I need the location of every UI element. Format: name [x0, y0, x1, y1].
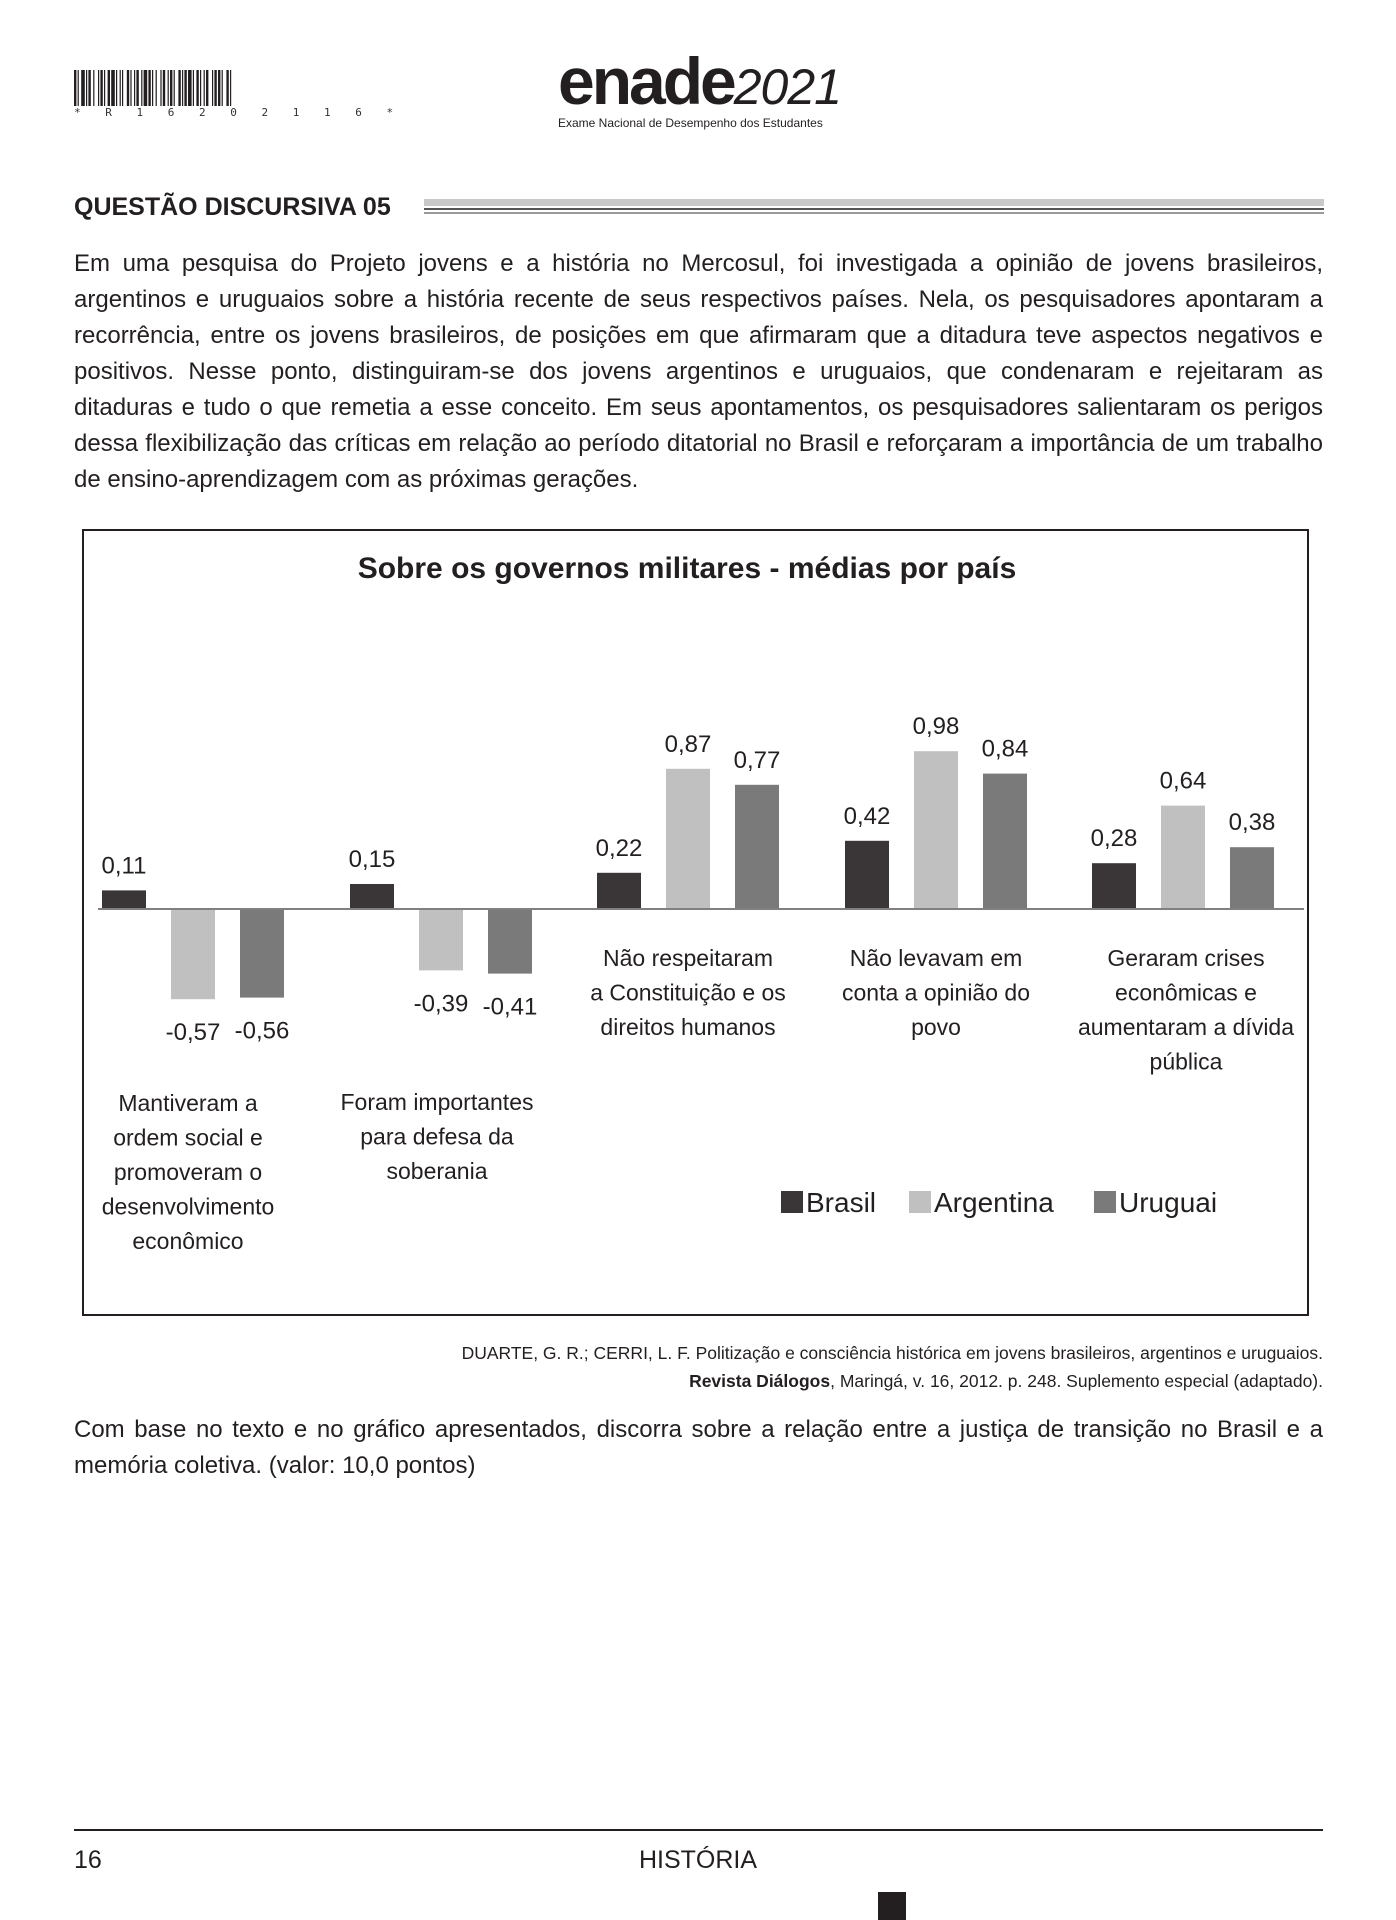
category-label-line: Foram importantes — [340, 1089, 534, 1115]
logo-word: enade — [558, 44, 734, 118]
category-label-line: promoveram o — [113, 1159, 263, 1185]
category-label-5 — [1078, 945, 1294, 1075]
barcode-bar — [148, 70, 150, 106]
category-label-line: conta a opinião do — [842, 979, 1030, 1006]
data-label: -0,57 — [165, 1019, 221, 1047]
question-prompt: Com base no texto e no gráfico apresentados, discorra sobre a relação entre a justiça de transição no Brasil e a memória coletiva. (valor: 10,0 pontos) — [74, 1416, 1323, 1479]
barcode-bar — [163, 70, 165, 106]
legend-label-brasil: Brasil — [806, 1187, 877, 1218]
legend-label-argentina: Argentina — [934, 1187, 1054, 1218]
chart-frame — [82, 529, 1309, 1316]
footer-subject: HISTÓRIA — [638, 1846, 758, 1874]
data-label: 0,28 — [1090, 825, 1138, 853]
legend-label-uruguai: Uruguai — [1119, 1187, 1218, 1218]
barcode-bar — [120, 70, 121, 106]
category-label-line: para defesa da — [360, 1123, 514, 1150]
data-label: -0,39 — [413, 990, 469, 1018]
registration-mark — [878, 1892, 906, 1920]
bar-brasil-3 — [597, 873, 641, 908]
source-reference — [200, 1339, 1323, 1395]
bar-brasil-1 — [102, 890, 146, 908]
legend-swatch-brasil — [781, 1191, 803, 1213]
category-label-line: aumentaram a dívida — [1077, 1014, 1295, 1040]
category-label-line: Não levavam em — [849, 945, 1023, 971]
data-label: -0,41 — [482, 993, 538, 1021]
category-label-4 — [842, 945, 1030, 1040]
bar-argentina-3 — [666, 769, 710, 908]
barcode-bar — [93, 70, 94, 106]
category-label-2 — [340, 1089, 533, 1184]
barcode-bar — [206, 70, 208, 106]
barcode-bar — [226, 70, 228, 106]
barcode-bar — [141, 70, 142, 106]
data-label: 0,84 — [981, 735, 1029, 763]
data-label: 0,98 — [912, 713, 960, 741]
category-label-line: Não respeitaram — [602, 945, 774, 971]
reference-details: , Maringá, v. 16, 2012. p. 248. Suplemento especial (adaptado). — [830, 1371, 1323, 1391]
barcode-bar — [108, 70, 110, 106]
barcode-bar — [204, 70, 205, 106]
barcode-bar — [230, 70, 231, 106]
barcode-bar — [81, 70, 85, 106]
barcode-bar — [196, 70, 198, 106]
barcode-bar — [100, 70, 102, 106]
bar-argentina-5 — [1161, 806, 1205, 908]
barcode-bar — [98, 70, 99, 106]
legend-swatch-argentina — [909, 1191, 931, 1213]
category-label-line: econômicas e — [1115, 979, 1257, 1006]
bar-argentina-1 — [171, 908, 215, 999]
bar-uruguai-5 — [1230, 847, 1274, 908]
barcode-bar — [111, 70, 115, 106]
barcode-bar — [200, 70, 201, 106]
reference-line-1: DUARTE, G. R.; CERRI, L. F. Politização e consciência histórica em jovens brasileiros, argentinos e uruguaios. — [461, 1343, 1323, 1363]
barcode-bar — [222, 70, 223, 106]
reference-line-2 — [200, 1367, 1323, 1395]
bar-brasil-2 — [350, 884, 394, 908]
category-label-line: direitos humanos — [600, 1014, 776, 1040]
data-label: 0,87 — [664, 730, 712, 758]
barcode — [74, 70, 332, 106]
data-label: 0,64 — [1159, 767, 1207, 795]
data-label: -0,56 — [234, 1017, 290, 1045]
bar-brasil-4 — [845, 841, 889, 908]
question-title: QUESTÃO DISCURSIVA 05 — [74, 193, 391, 221]
footer-rule — [74, 1829, 1323, 1831]
bar-uruguai-4 — [983, 774, 1027, 908]
enade-logo — [558, 44, 841, 118]
barcode-bar — [218, 70, 220, 106]
reference-journal: Revista Diálogos — [689, 1371, 831, 1391]
legend-swatch-uruguai — [1094, 1191, 1116, 1213]
barcode-bar — [136, 70, 138, 106]
barcode-bar — [104, 70, 105, 106]
barcode-bar — [184, 70, 186, 106]
barcode-bar — [214, 70, 216, 106]
data-label: 0,22 — [595, 834, 643, 862]
category-label-line: econômico — [132, 1228, 244, 1254]
barcode-bar — [122, 70, 123, 106]
barcode-bar — [74, 70, 76, 106]
barcode-bar — [178, 70, 180, 106]
title-rule — [424, 199, 1324, 217]
barcode-bar — [212, 70, 213, 106]
barcode-text: * R 1 6 2 0 2 1 1 6 * — [74, 106, 403, 119]
barcode-bar — [168, 70, 169, 106]
category-label-line: Geraram crises — [1107, 945, 1265, 971]
barcode-bar — [188, 70, 192, 106]
barcode-bar — [88, 70, 90, 106]
category-label-line: povo — [911, 1014, 961, 1040]
data-label: 0,38 — [1228, 809, 1276, 837]
bar-argentina-2 — [419, 908, 463, 970]
barcode-bar — [134, 70, 135, 106]
data-label: 0,77 — [733, 746, 781, 774]
category-label-1 — [102, 1090, 275, 1254]
logo-subtitle: Exame Nacional de Desempenho dos Estudantes — [558, 116, 823, 130]
barcode-bar — [170, 70, 172, 106]
barcode-bar — [182, 70, 183, 106]
barcode-bar — [152, 70, 153, 106]
category-label-3 — [590, 945, 786, 1040]
barcode-bar — [78, 70, 79, 106]
bar-chart — [84, 531, 1306, 1313]
category-label-line: desenvolvimento — [101, 1193, 275, 1220]
bar-uruguai-3 — [735, 785, 779, 908]
logo-year: 2021 — [733, 59, 841, 115]
barcode-bar — [174, 70, 175, 106]
data-label: 0,11 — [101, 852, 147, 880]
bar-uruguai-2 — [488, 908, 532, 974]
barcode-bar — [144, 70, 148, 106]
bar-brasil-5 — [1092, 863, 1136, 908]
page-number: 16 — [74, 1846, 102, 1874]
category-label-line: ordem social e — [113, 1124, 263, 1151]
barcode-bar — [156, 70, 157, 106]
category-label-line: soberania — [386, 1158, 488, 1184]
barcode-bar — [130, 70, 131, 106]
data-label: 0,42 — [843, 802, 891, 830]
question-intro: Em uma pesquisa do Projeto jovens e a história no Mercosul, foi investigada a opinião de jovens brasileiros, argentinos e uruguaios sobre a história recente de seus respectivos países. Nela, os pesquisadores apontaram a recorrência, entre os jovens brasileiros, de posições em que afirmaram que a ditadura teve aspectos negativos e positivos. Nesse ponto, distinguiram-se dos jovens argentinos e uruguaios, que condenaram e rejeitaram as ditaduras e tudo o que remetia a esse conceito. Em seus apontamentos, os pesquisadores salientaram os perigos dessa flexibilização das críticas em relação ao período ditatorial no Brasil e reforçaram a importância de um trabalho de ensino-aprendizagem com as próximas gerações. — [74, 250, 1323, 493]
barcode-bar — [116, 70, 117, 106]
category-label-line: a Constituição e os — [590, 979, 786, 1006]
barcode-bar — [160, 70, 161, 106]
category-label-line: pública — [1149, 1048, 1223, 1075]
bar-uruguai-1 — [240, 908, 284, 998]
bar-argentina-4 — [914, 751, 958, 908]
barcode-bar — [127, 70, 129, 106]
chart-title: Sobre os governos militares - médias por país — [357, 552, 1017, 585]
category-label-line: Mantiveram a — [118, 1090, 258, 1116]
barcode-bar — [86, 70, 87, 106]
data-label: 0,15 — [348, 846, 396, 873]
barcode-bar — [193, 70, 194, 106]
